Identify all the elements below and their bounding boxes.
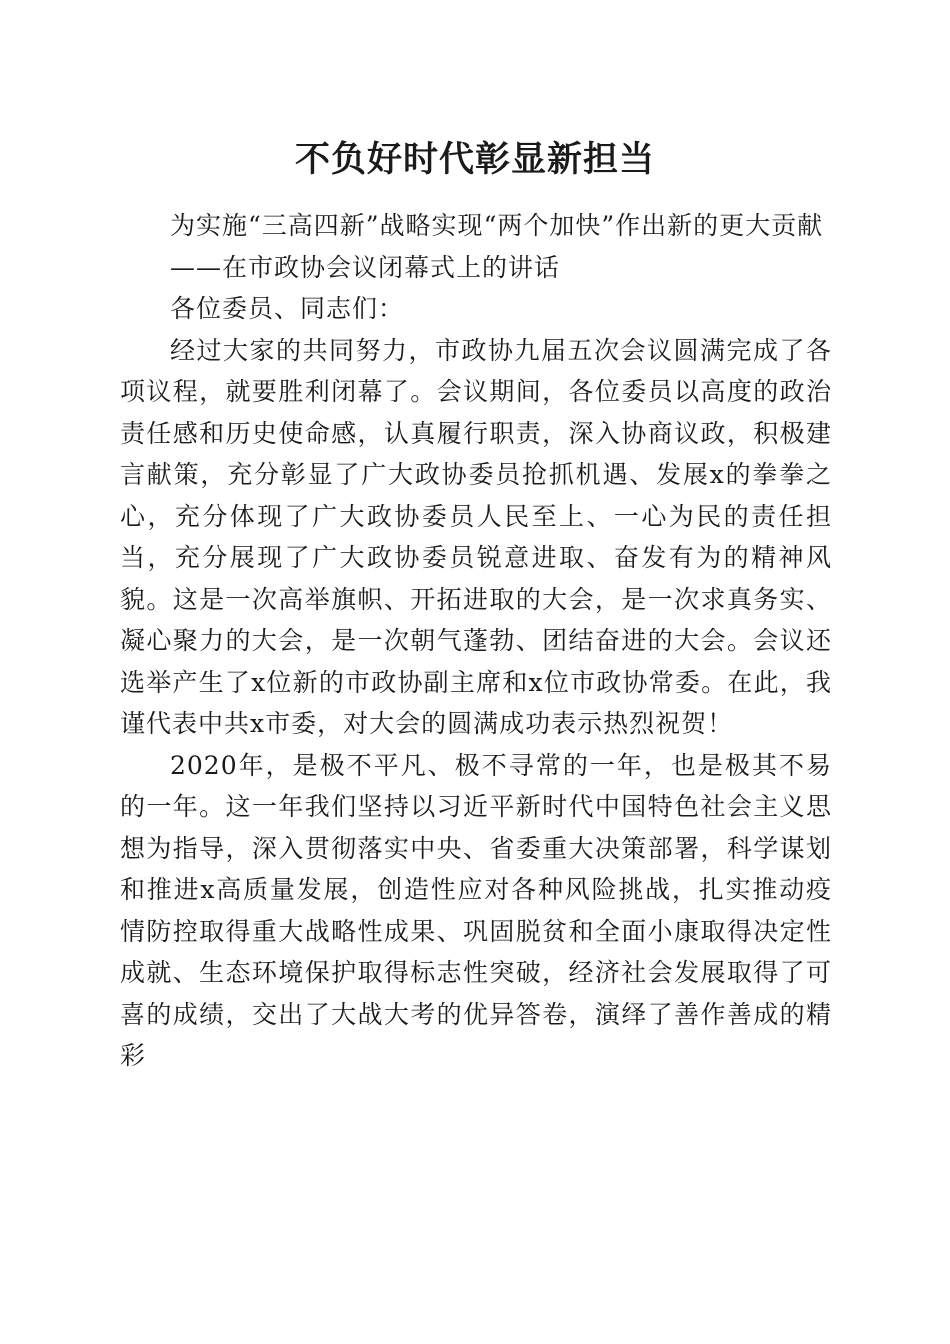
speech-subtitle: ——在市政协会议闭幕式上的讲话 [170, 252, 561, 282]
document-title: 不负好时代彰显新担当 [294, 139, 655, 180]
document-body [120, 205, 832, 1077]
salutation: 各位委员、同志们： [170, 294, 405, 323]
body-paragraph: 2020年，是极不平凡、极不寻常的一年，也是极其不易的一年。这一年我们坚持以习近平新时代中国特色社会主义思想为指导，深入贯彻落实中央、省委重大决策部署，科学谋划和推进x高质量发展，创造性应对各种风险挑战，扎实推动疫情防控取得重大战略性成果、巩固脱贫和全面小康取得决定性成就、生态环境保护取得标志性突破，经济社会发展取得了可喜的成绩，交出了大战大考的优异答卷，演绎了善作善成的精彩 [120, 750, 832, 1070]
body-paragraph: 经过大家的共同努力，市政协九届五次会议圆满完成了各项议程，就要胜利闭幕了。会议期间，各位委员以高度的政治责任感和历史使命感，认真履行职责，深入协商议政，积极建言献策，充分彰显了广大政协委员抢抓机遇、发展x的拳拳之心，充分体现了广大政协委员人民至上、一心为民的责任担当，充分展现了广大政协委员锐意进取、奋发有为的精神风貌。这是一次高举旗帜、开拓进取的大会，是一次求真务实、凝心聚力的大会，是一次朝气蓬勃、团结奋进的大会。会议还选举产生了x位新的市政协副主席和x位市政协常委。在此，我谨代表中共x市委，对大会的圆满成功表示热烈祝贺！ [120, 335, 832, 738]
speech-heading: 为实施“三高四新”战略实现“两个加快”作出新的更大贡献 [170, 211, 824, 240]
